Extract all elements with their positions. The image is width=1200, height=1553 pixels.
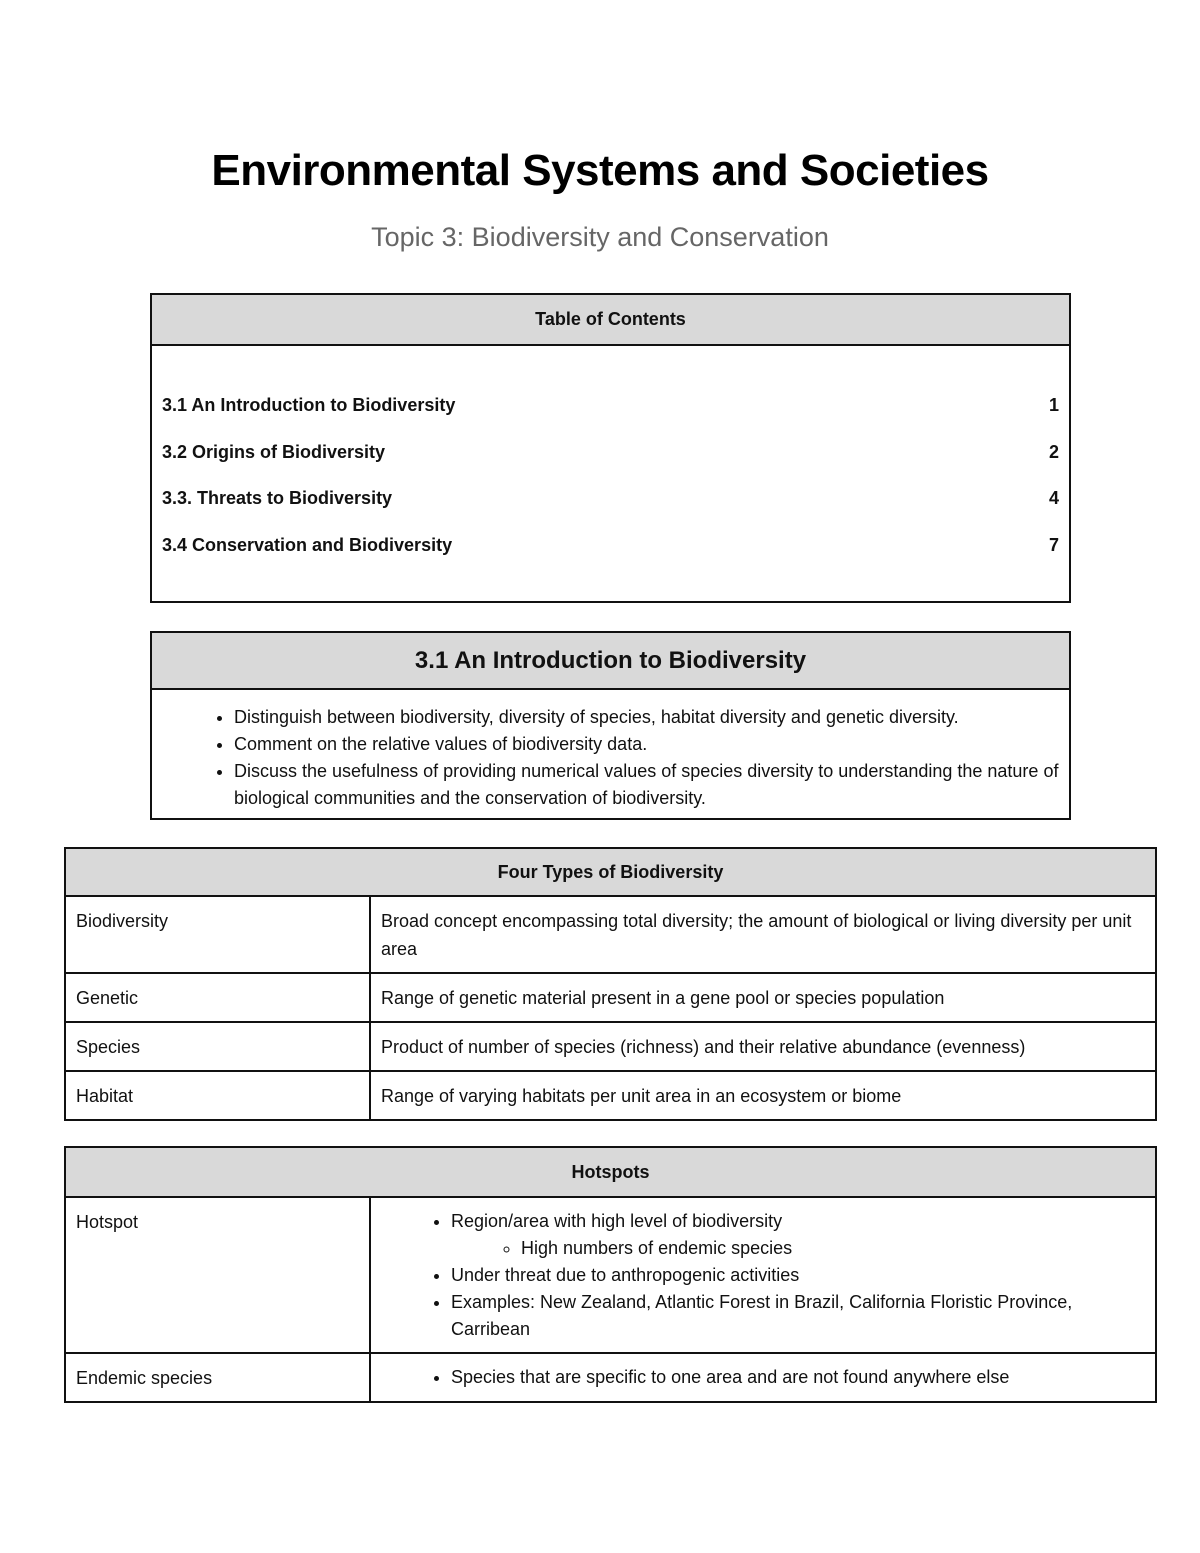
definition-cell: Product of number of species (richness) and their relative abundance (evenness): [370, 1022, 1156, 1071]
toc-entry-3-3[interactable]: [162, 475, 1059, 522]
toc-entry-page: 1: [1048, 395, 1059, 415]
list-item: • Examples: New Zealand, Atlantic Forest in Brazil, California Floristic Province, Carribean: [451, 1289, 1145, 1343]
toc-body: [152, 346, 1069, 568]
toc-entry-label: 3.3. Threats to Biodiversity: [162, 488, 393, 508]
table-of-contents: [150, 293, 1071, 603]
hotspot-points: [381, 1208, 1145, 1343]
document-title: Environmental Systems and Societies: [211, 146, 989, 195]
table-row: [65, 973, 1156, 1022]
table-row: [65, 896, 1156, 973]
objective-item: • Distinguish between biodiversity, diversity of species, habitat diversity and genetic diversity.: [234, 704, 1069, 731]
term-cell: Genetic: [65, 973, 370, 1022]
definition-cell: [370, 1197, 1156, 1353]
types-of-biodiversity-table: [64, 847, 1157, 1121]
table-row: [65, 1071, 1156, 1120]
table-heading: Hotspots: [65, 1147, 1156, 1197]
list-item: • Under threat due to anthropogenic activities: [451, 1262, 1145, 1289]
sub-list: [451, 1235, 1145, 1262]
hotspots-table: [64, 1146, 1157, 1403]
list-item: • Species that are specific to one area and are not found anywhere else: [451, 1364, 1145, 1391]
document-subtitle: Topic 3: Biodiversity and Conservation: [371, 222, 829, 252]
term-cell: Habitat: [65, 1071, 370, 1120]
definition-cell: Range of genetic material present in a gene pool or species population: [370, 973, 1156, 1022]
toc-entry-page: 2: [1048, 441, 1059, 462]
list-item-text: Region/area with high level of biodiversity: [451, 1211, 783, 1231]
endemic-points: [381, 1364, 1145, 1391]
sub-list-item: ◦ High numbers of endemic species: [521, 1235, 1145, 1262]
table-heading: Four Types of Biodiversity: [65, 848, 1156, 896]
table-header-row: [65, 1147, 1156, 1197]
table-row: [65, 1353, 1156, 1402]
toc-entry-page: 7: [1048, 534, 1059, 555]
section-heading: 3.1 An Introduction to Biodiversity: [152, 633, 1069, 690]
objective-item: • Comment on the relative values of biodiversity data.: [234, 731, 1069, 758]
section-3-1-objectives: [150, 631, 1071, 820]
objectives-list: [152, 704, 1069, 812]
toc-entry-label: 3.2 Origins of Biodiversity: [162, 441, 386, 462]
definition-cell: Broad concept encompassing total diversity; the amount of biological or living diversity per unit area: [370, 896, 1156, 973]
objective-item: • Discuss the usefulness of providing numerical values of species diversity to understanding the nature of biological communities and the conservation of biodiversity.: [234, 758, 1069, 812]
table-header-row: [65, 848, 1156, 896]
definition-cell: Range of varying habitats per unit area in an ecosystem or biome: [370, 1071, 1156, 1120]
definition-cell: [370, 1353, 1156, 1402]
term-cell: Hotspot: [65, 1197, 370, 1353]
toc-entry-page: 4: [1048, 488, 1059, 508]
toc-entry-3-1[interactable]: [162, 382, 1059, 429]
toc-entry-label: 3.1 An Introduction to Biodiversity: [162, 395, 456, 415]
term-cell: Biodiversity: [65, 896, 370, 973]
table-row: [65, 1022, 1156, 1071]
list-item: [451, 1208, 1145, 1262]
toc-entry-label: 3.4 Conservation and Biodiversity: [162, 534, 453, 555]
term-cell: Species: [65, 1022, 370, 1071]
toc-entry-3-4[interactable]: [162, 522, 1059, 569]
toc-heading: Table of Contents: [152, 295, 1069, 346]
term-cell: Endemic species: [65, 1353, 370, 1402]
table-row: [65, 1197, 1156, 1353]
toc-entry-3-2[interactable]: [162, 429, 1059, 476]
